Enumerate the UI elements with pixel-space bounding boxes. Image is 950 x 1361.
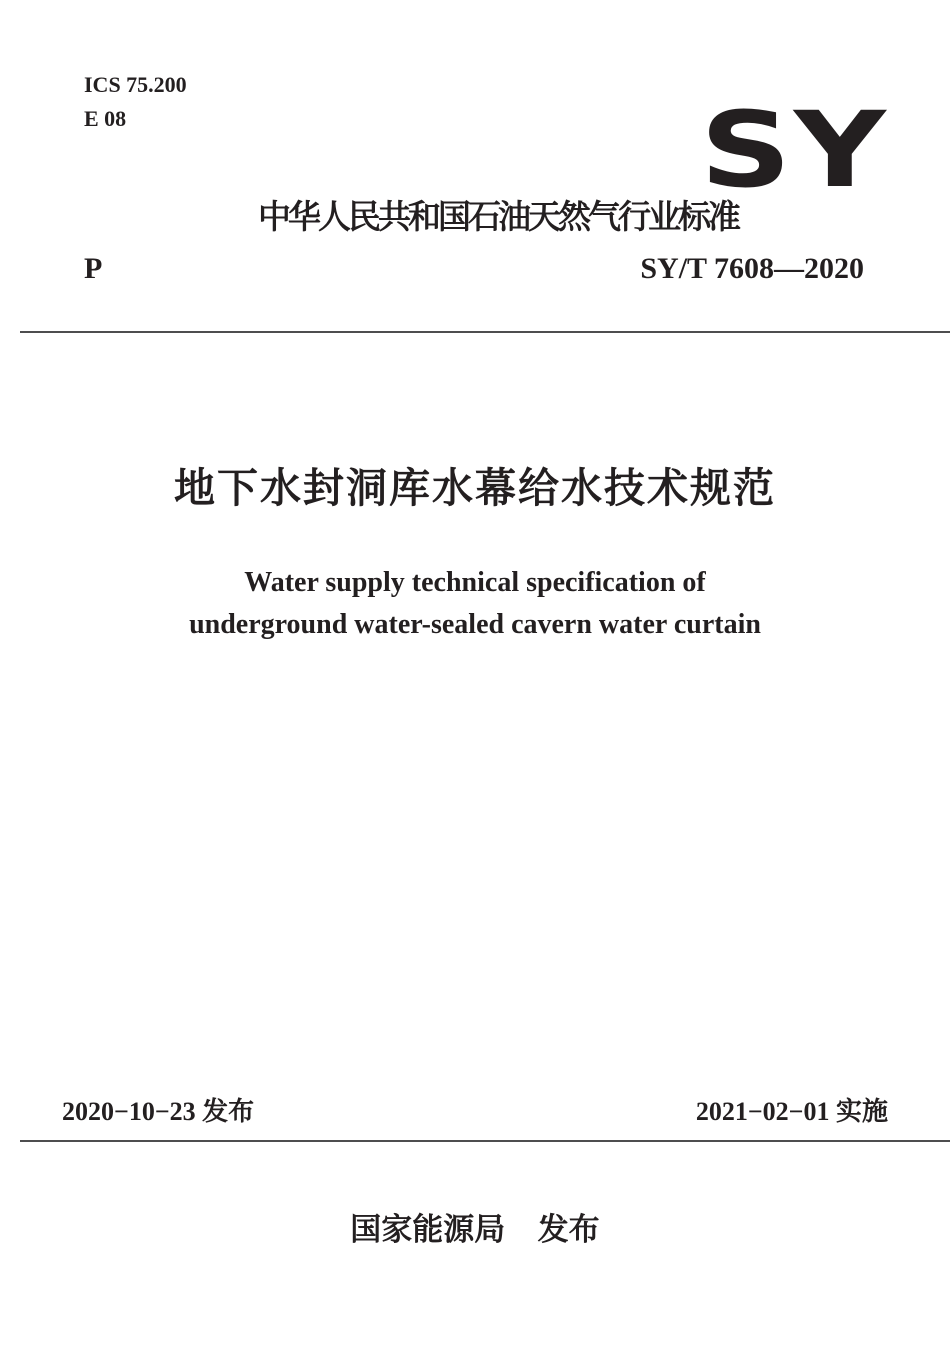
title-english bbox=[0, 562, 950, 646]
title-chinese: 地下水封洞库水幕给水技术规范 bbox=[174, 464, 776, 512]
title-english-line-1: Water supply technical specification of bbox=[244, 567, 706, 598]
classification-codes bbox=[84, 68, 187, 136]
top-divider bbox=[20, 331, 950, 333]
issue-date-block bbox=[62, 1094, 254, 1130]
category-code: P bbox=[84, 252, 103, 285]
bottom-divider bbox=[20, 1140, 950, 1142]
sy-logo: SY bbox=[700, 89, 889, 211]
issue-label: 发布 bbox=[202, 1097, 255, 1127]
implement-date: 2021−02−01 bbox=[695, 1097, 830, 1126]
implement-label: 实施 bbox=[835, 1097, 888, 1127]
publisher: 国家能源局 发布 bbox=[350, 1212, 600, 1248]
ics-code: ICS 75.200 bbox=[84, 72, 187, 97]
issue-date: 2020−10−23 bbox=[62, 1097, 196, 1126]
standard-number: SY/T 7608—2020 bbox=[640, 252, 864, 285]
implement-date-block bbox=[696, 1094, 888, 1130]
ccs-code: E 08 bbox=[84, 106, 127, 131]
industry-standard-heading: 中华人民共和国石油天然气行业标准 bbox=[258, 197, 738, 236]
title-english-line-2: underground water-sealed cavern water curtain bbox=[189, 609, 761, 640]
